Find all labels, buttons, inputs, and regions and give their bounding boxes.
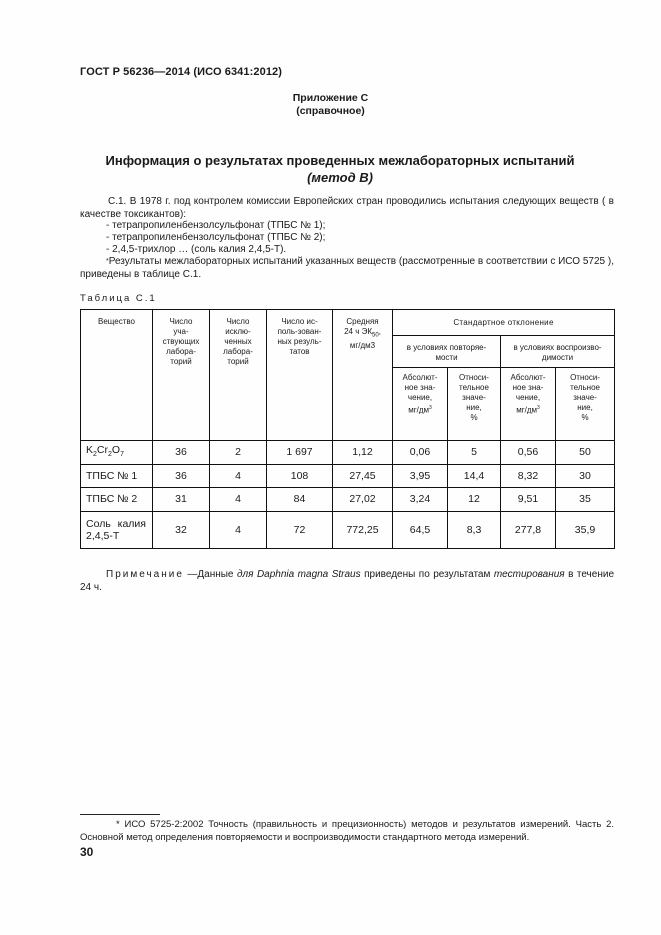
paragraph-c1: С.1. В 1978 г. под контролем комиссии Европейских стран проводились испытания следующих веществ ( в качестве токсикантов): [80, 196, 614, 220]
cell-excluded: 2 [210, 441, 267, 465]
annex-title: Приложение С [292, 92, 369, 104]
cell-rep-rel: 12 [448, 488, 501, 512]
cell-substance: Соль калия 2,4,5-Т [81, 511, 153, 548]
header-substance: Вещество [81, 310, 153, 441]
table-note: Примечание —Данные для Daphnia magna Straus приведены по результатам тестирования в течение 24 ч. [80, 569, 615, 593]
cell-rep-rel: 8,3 [448, 511, 501, 548]
header-std-dev: Стандартное отклонение [393, 310, 615, 336]
cell-rep-abs: 64,5 [393, 511, 448, 548]
cell-rep-abs: 3,24 [393, 488, 448, 512]
annex-subtitle: (справочное) [296, 105, 365, 117]
cell-rep-rel: 14,4 [448, 464, 501, 488]
cell-substance: $K_2Cr_2O_7$ [81, 441, 153, 465]
header-reproducibility: в условиях воспроизво- димости [501, 336, 615, 368]
cell-repro-abs: 277,8 [501, 511, 556, 548]
header-rep-abs: Абсолют- ное зна- чение, $мг/дм^3$ [393, 368, 448, 441]
header-labs: Число уча- ствующих лабора- торий [153, 310, 210, 441]
table-row [81, 511, 615, 548]
cell-substance: ТПБС № 1 [81, 464, 153, 488]
header-results: Число ис- поль-зован- ных резуль- татов [267, 310, 333, 441]
cell-repro-abs: 9,51 [501, 488, 556, 512]
cell-mean: 27,02 [333, 488, 393, 512]
list-item: - тетрапропиленбензолсульфонат (ТПБС № 1); [106, 220, 326, 231]
annex-heading [0, 92, 661, 118]
cell-results: 1 697 [267, 441, 333, 465]
header-repro-abs: Абсолют- ное зна- чение, $мг/дм^3$ [501, 368, 556, 441]
paragraph-results-text: Результаты межлабораторных испытаний указанных веществ (рассмотренные в соответствии с ИСО 5725 ), приведены в таблице С.1. [80, 256, 614, 280]
footnote: * ИСО 5725-2:2002 Точность (правильность и прецизионность) методов и результатов измерений. Часть 2. Основной метод определения повторяемости и воспроизводимости стандартного метода измерений. [80, 819, 614, 843]
header-mean: Средняя 24 ч $ЭК_{50}$, мг/дм3 [333, 310, 393, 441]
cell-results: 72 [267, 511, 333, 548]
table-row [81, 441, 615, 465]
cell-results: 108 [267, 464, 333, 488]
list-item: - 2,4,5-трихлор … (соль калия 2,4,5-Т). [106, 244, 287, 255]
paragraph-results [80, 256, 614, 281]
cell-excluded: 4 [210, 511, 267, 548]
cell-repro-abs: 0,56 [501, 441, 556, 465]
header-excluded: Число исклю- ченных лабора- торий [210, 310, 267, 441]
section-title-line1: Информация о результатах проведенных межлабораторных испытаний [105, 153, 575, 168]
cell-repro-rel: 35,9 [556, 511, 615, 548]
results-table [80, 309, 615, 549]
table-row [81, 464, 615, 488]
cell-results: 84 [267, 488, 333, 512]
cell-rep-abs: 3,95 [393, 464, 448, 488]
list-item: - тетрапропиленбензолсульфонат (ТПБС № 2); [106, 232, 326, 243]
cell-mean: 772,25 [333, 511, 393, 548]
table-caption: Таблица С.1 [80, 293, 157, 304]
section-title-method: (метод В) [307, 170, 373, 185]
page-number: 30 [80, 845, 94, 859]
section-title [60, 152, 620, 186]
cell-excluded: 4 [210, 488, 267, 512]
cell-repro-rel: 30 [556, 464, 615, 488]
cell-mean: 1,12 [333, 441, 393, 465]
cell-labs: 36 [153, 441, 210, 465]
cell-labs: 36 [153, 464, 210, 488]
cell-labs: 31 [153, 488, 210, 512]
footnote-divider [80, 814, 160, 815]
document-header: ГОСТ Р 56236—2014 (ИСО 6341:2012) [80, 66, 283, 78]
cell-rep-abs: 0,06 [393, 441, 448, 465]
header-repeatability: в условиях повторяе- мости [393, 336, 501, 368]
cell-substance: ТПБС № 2 [81, 488, 153, 512]
cell-excluded: 4 [210, 464, 267, 488]
table-row [81, 488, 615, 512]
cell-repro-abs: 8,32 [501, 464, 556, 488]
cell-mean: 27,45 [333, 464, 393, 488]
cell-rep-rel: 5 [448, 441, 501, 465]
header-rep-rel: Относи- тельное значе- ние, % [448, 368, 501, 441]
note-label: Примечание [106, 569, 184, 580]
header-repro-rel: Относи- тельное значе- ние, % [556, 368, 615, 441]
footnote-marker: * [106, 258, 109, 265]
cell-labs: 32 [153, 511, 210, 548]
cell-repro-rel: 35 [556, 488, 615, 512]
cell-repro-rel: 50 [556, 441, 615, 465]
